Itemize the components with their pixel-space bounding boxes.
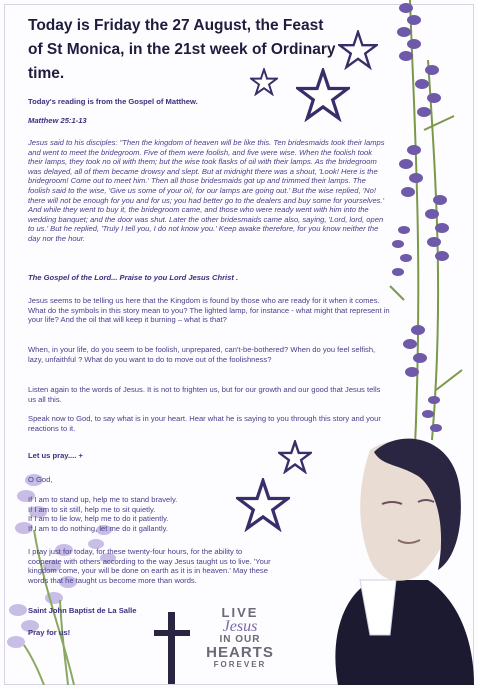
reflection-paragraph: Jesus seems to be telling us here that the Kingdom is found by those who are ready for it when it comes. What do the symbols in this story mean to you? The lighted lamp, for instance - what might that represent in your life? And the oil that will keep it burning – what is that? (28, 296, 390, 325)
prayer-line: If I am to stand up, help me to stand bravely. (28, 495, 178, 504)
reflection-paragraph: Listen again to the words of Jesus. It is not to frighten us, but for our growth and our good that Jesus tells us all this. (28, 385, 381, 404)
intro-text: Today's reading is from the Gospel of Matthew. (28, 97, 198, 106)
star-icon (296, 68, 350, 122)
gospel-acclamation: The Gospel of the Lord... Praise to you Lord Jesus Christ . (28, 273, 239, 282)
live-jesus-logo (196, 606, 284, 684)
star-icon (250, 68, 278, 96)
prayer-line: If I am to sit still, help me to sit quietly. (28, 504, 156, 514)
star-icon (338, 30, 378, 70)
prayer-opening: O God, (28, 475, 53, 484)
prayer-heading: Let us pray.... + (28, 451, 83, 460)
pray-for-us: Pray for us! (28, 628, 71, 637)
prayer-lines (28, 495, 268, 533)
prayer-line: If I am to lie low, help me to do it patiently. (28, 514, 169, 524)
logo-word: HEARTS (206, 644, 274, 661)
logo-word: IN OUR (219, 634, 261, 645)
scripture-reference: Matthew 25:1-13 (28, 116, 87, 125)
page-title: Today is Friday the 27 August, the Feast of St Monica, in the 21st week of Ordinary time. (28, 17, 336, 82)
reflection-paragraph: When, in your life, do you seem to be foolish, unprepared, can't-be-bothered? When do you feel selfish, lazy, unfaithful ? What do you want to do to move out of the foolishness? (28, 345, 376, 364)
logo-word: FOREVER (213, 660, 267, 669)
logo-word: Jesus (222, 618, 258, 635)
reflection-paragraph: Speak now to God, to say what is in your heart. Hear what he is saying to you through this story and your reactions to it. (28, 414, 381, 433)
lavender-icon (384, 0, 474, 470)
portrait-illustration (278, 430, 474, 685)
gospel-text: Jesus said to his disciples: "Then the kingdom of heaven will be like this. Ten bridesmaids took their lamps and went to meet the bridegroom. Five of them were foolish, and five were wise. When the foolish took their lamps, they took no oil with them; but the wise took flasks of oil with their lamps. As the bridegroom was delayed, all of them became drowsy and slept. But at midnight there was a shout, 'Look! Here is the bridegroom! Come out to meet him.' Then all those bridesmaids got up and trimmed their lamps. The foolish said to the wise, 'Give us some of your oil, for our lamps are going out.' But the wise replied, 'No! there will not be enough for you and for us; you had better go to the dealers and buy some for yourselves.' And while they went to buy it, the bridegroom came, and those who were ready went with him into the wedding banquet; and the door was shut. Later the other bridesmaids came also, saying, 'Lord, lord, open to us.' But he replied, 'Truly I tell you, I do not know you.' Keep awake therefore, for you know neither the day nor the hour. (28, 138, 385, 243)
saint-name: Saint John Baptist de La Salle (28, 606, 137, 615)
cross-icon (152, 612, 192, 684)
logo-word: LIVE (221, 605, 259, 620)
prayer-line: If I am to do nothing, let me do it gallantly. (28, 523, 168, 533)
prayer-closing: I pray just for today, for these twenty-four hours, for the ability to cooperate with others according to the way Jesus taught us to live. 'Your kingdom come, your will be done on earth as it is in heaven.' May these words that he taught us become more than words. (28, 547, 271, 585)
